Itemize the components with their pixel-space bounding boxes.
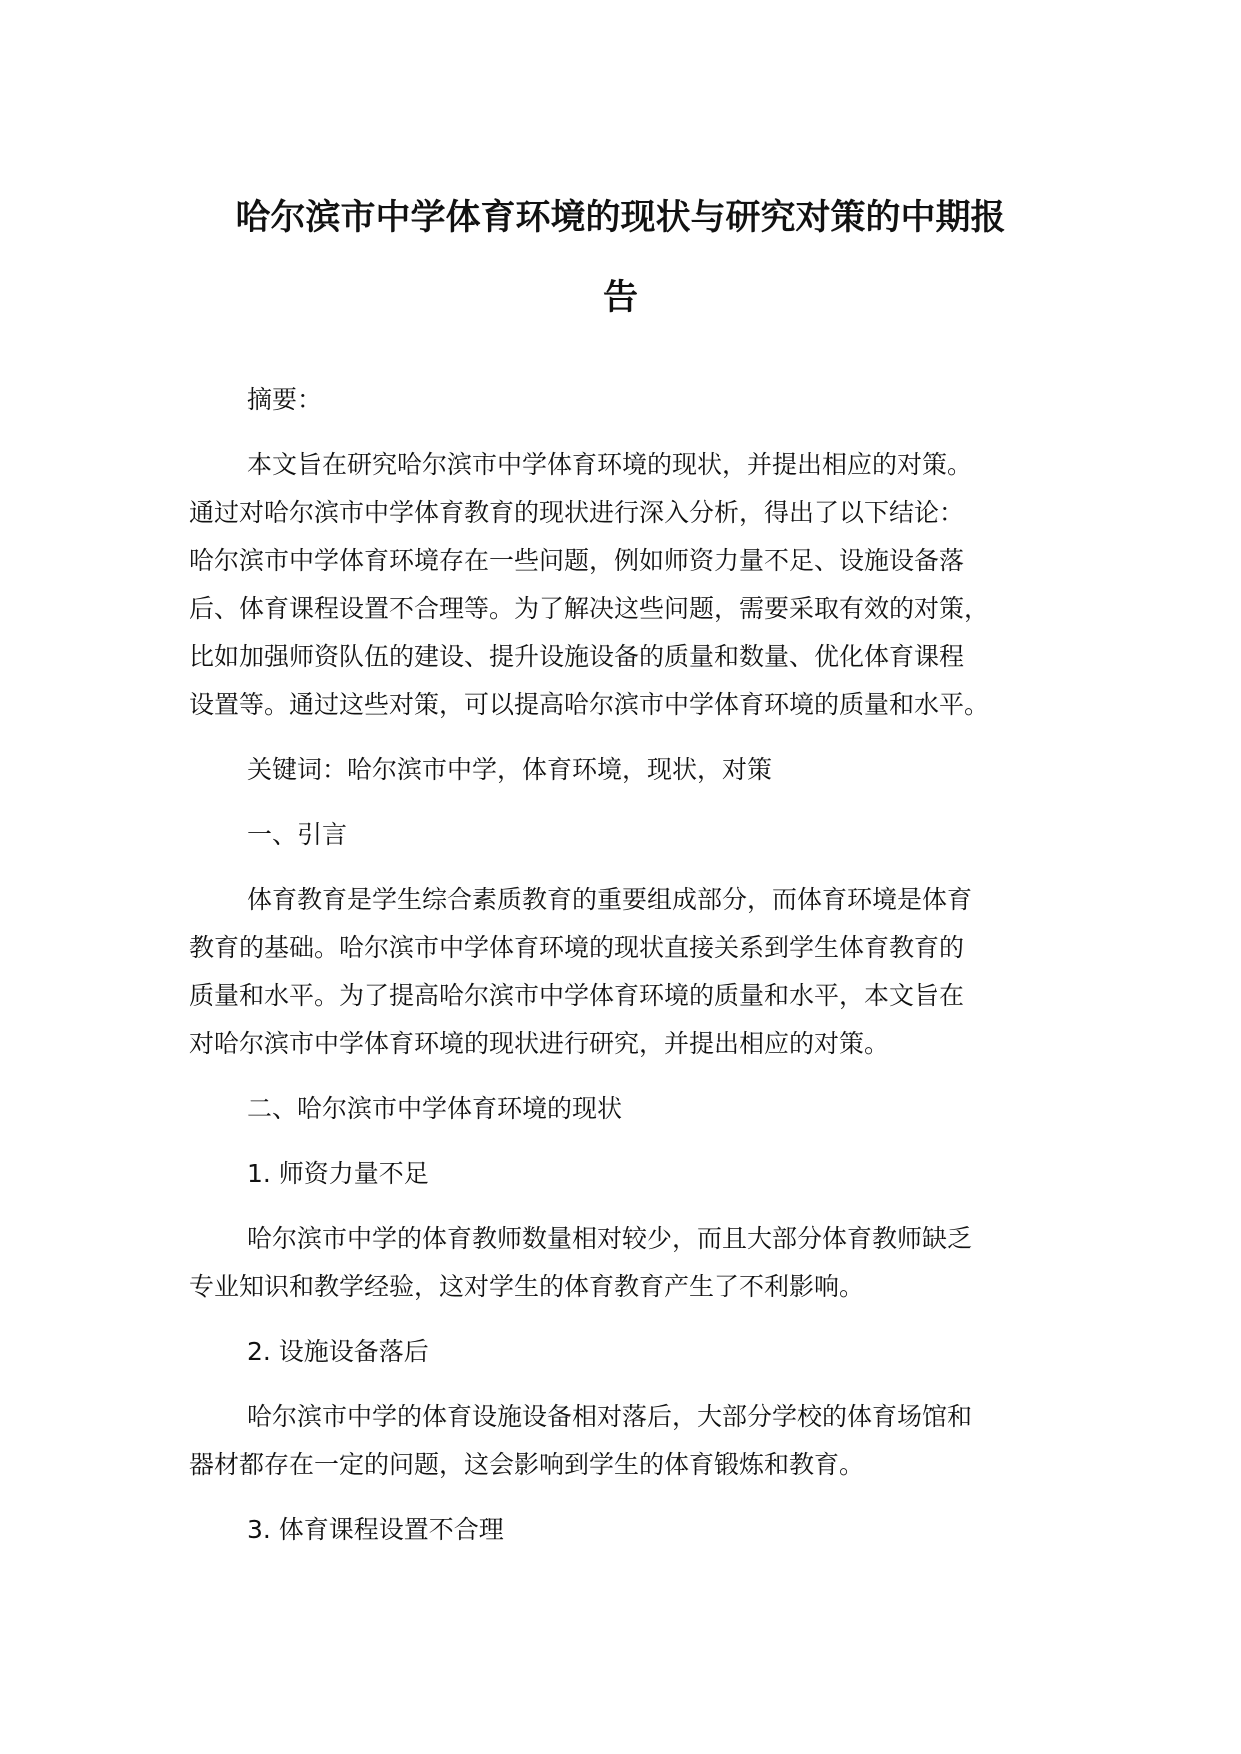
section-heading-current-status [189, 1085, 1079, 1133]
document-body [189, 376, 1079, 1571]
text-line: 通过对哈尔滨市中学体育教育的现状进行深入分析，得出了以下结论： [189, 498, 965, 527]
text-line: 专业知识和教学经验，这对学生的体育教育产生了不利影响。 [189, 1272, 865, 1301]
text-line: 1. 师资力量不足 [247, 1159, 429, 1188]
keywords-line [189, 746, 1079, 794]
subsection-heading-teachers [189, 1150, 1079, 1198]
document-title [200, 178, 1041, 338]
text-line: 后、体育课程设置不合理等。为了解决这些问题，需要采取有效的对策， [189, 594, 990, 623]
text-line: 二、哈尔滨市中学体育环境的现状 [247, 1094, 623, 1123]
text-line: 质量和水平。为了提高哈尔滨市中学体育环境的质量和水平，本文旨在 [189, 981, 965, 1010]
facilities-paragraph [189, 1393, 1079, 1489]
text-line: 哈尔滨市中学的体育教师数量相对较少，而且大部分体育教师缺乏 [247, 1224, 973, 1253]
subsection-heading-curriculum [189, 1506, 1079, 1554]
text-line: 对哈尔滨市中学体育环境的现状进行研究，并提出相应的对策。 [189, 1029, 890, 1058]
text-line: 比如加强师资队伍的建设、提升设施设备的质量和数量、优化体育课程 [189, 642, 965, 671]
title-line: 哈尔滨市中学体育环境的现状与研究对策的中期报 [235, 198, 1006, 238]
text-line: 器材都存在一定的问题，这会影响到学生的体育锻炼和教育。 [189, 1450, 865, 1479]
abstract-paragraph [189, 441, 1079, 729]
text-line: 哈尔滨市中学体育环境存在一些问题，例如师资力量不足、设施设备落 [189, 546, 965, 575]
text-line: 体育教育是学生综合素质教育的重要组成部分，而体育环境是体育 [247, 885, 973, 914]
subsection-heading-facilities [189, 1328, 1079, 1376]
section-heading-introduction [189, 811, 1079, 859]
text-line: 3. 体育课程设置不合理 [247, 1515, 504, 1544]
text-line: 本文旨在研究哈尔滨市中学体育环境的现状，并提出相应的对策。 [247, 450, 973, 479]
teachers-paragraph [189, 1215, 1079, 1311]
text-line: 设置等。通过这些对策，可以提高哈尔滨市中学体育环境的质量和水平。 [189, 690, 990, 719]
text-line: 2. 设施设备落后 [247, 1337, 429, 1366]
text-line: 摘要： [247, 385, 323, 414]
text-line: 一、引言 [247, 820, 348, 849]
title-line: 告 [602, 278, 638, 318]
introduction-paragraph [189, 876, 1079, 1068]
text-line: 哈尔滨市中学的体育设施设备相对落后，大部分学校的体育场馆和 [247, 1402, 973, 1431]
abstract-heading [189, 376, 1079, 424]
text-line: 教育的基础。哈尔滨市中学体育环境的现状直接关系到学生体育教育的 [189, 933, 965, 962]
text-line: 关键词：哈尔滨市中学，体育环境，现状，对策 [247, 755, 773, 784]
